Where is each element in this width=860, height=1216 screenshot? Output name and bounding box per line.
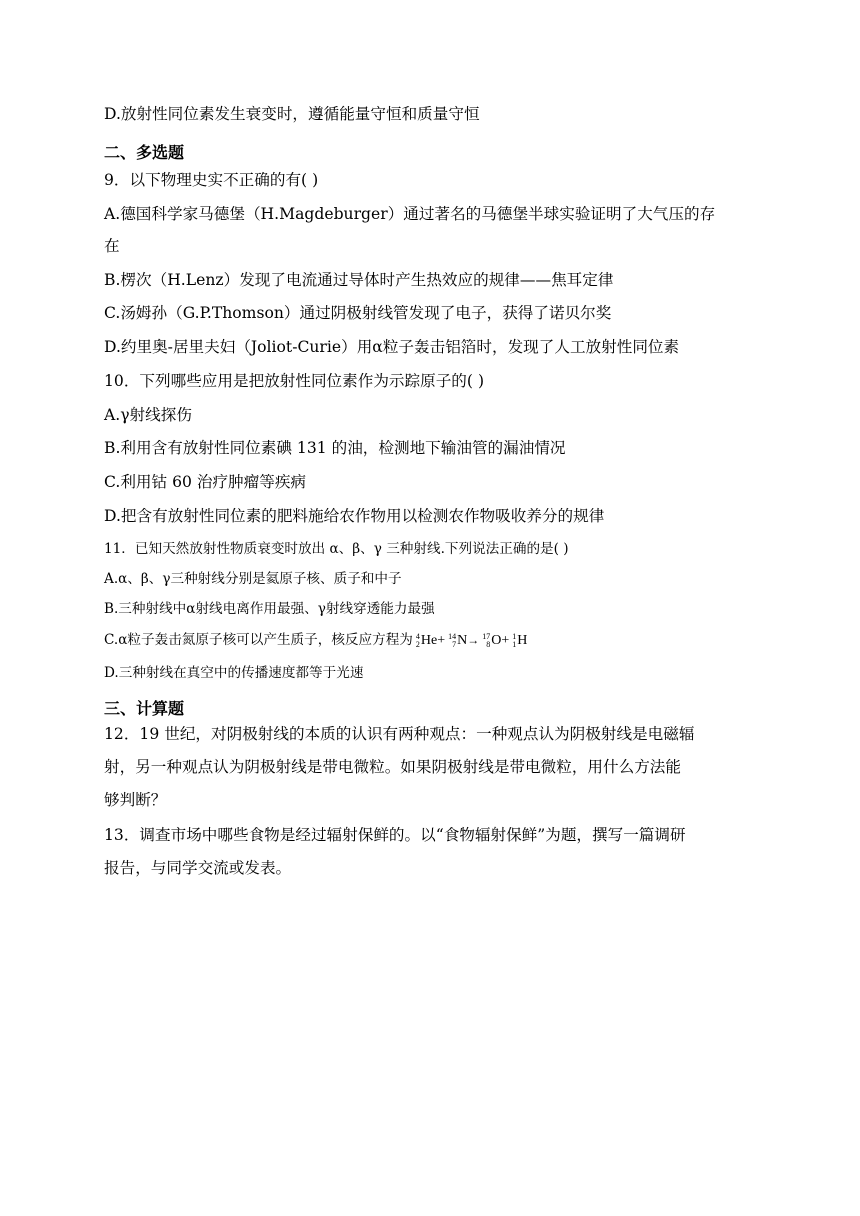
question-11-option-d: D.三种射线在真空中的传播速度都等于光速 bbox=[104, 665, 364, 681]
question-12-line2: 射，另一种观点认为阴极射线是带电微粒。如果阴极射线是带电微粒，用什么方法能 bbox=[104, 758, 681, 776]
question-11: 11．已知天然放射性物质衰变时放出 α、β、γ 三种射线.下列说法正确的是( ) bbox=[104, 541, 569, 557]
question-10: 10．下列哪些应用是把放射性同位素作为示踪原子的( ) bbox=[104, 372, 485, 390]
section-heading-calculation: 三、计算题 bbox=[104, 699, 185, 718]
question-11-option-a: A.α、β、γ三种射线分别是氦原子核、质子和中子 bbox=[104, 571, 402, 587]
section-heading-multiple-choice: 二、多选题 bbox=[104, 143, 185, 162]
question-11-option-b: B.三种射线中α射线电离作用最强、γ射线穿透能力最强 bbox=[104, 601, 435, 617]
question-9-option-c: C.汤姆孙（G.P.Thomson）通过阴极射线管发现了电子，获得了诺贝尔奖 bbox=[104, 304, 612, 322]
question-9-option-d: D.约里奥-居里夫妇（Joliot-Curie）用α粒子轰击铝箔时，发现了人工放射性同位素 bbox=[104, 338, 680, 356]
question-12-line1: 12．19 世纪，对阴极射线的本质的认识有两种观点：一种观点认为阴极射线是电磁辐 bbox=[104, 725, 695, 743]
question-9-option-a-line1: A.德国科学家马德堡（H.Magdeburger）通过著名的马德堡半球实验证明了大气压的存 bbox=[104, 205, 716, 223]
question-11-option-c bbox=[104, 630, 527, 651]
question-10-option-d: D.把含有放射性同位素的肥料施给农作物用以检测农作物吸收养分的规律 bbox=[104, 507, 605, 525]
question-9-option-a-line2: 在 bbox=[104, 237, 120, 255]
question-10-option-a: A.γ射线探伤 bbox=[104, 406, 192, 424]
nuclear-equation: 4 2 He+ 14 7 N→ 17 8 O+ 1 1 H bbox=[415, 631, 528, 649]
question-13-line1: 13．调查市场中哪些食物是经过辐射保鲜的。以“食物辐射保鲜”为题，撰写一篇调研 bbox=[104, 826, 686, 844]
question-12-line3: 够判断？ bbox=[104, 791, 167, 809]
question-13-line2: 报告，与同学交流或发表。 bbox=[104, 859, 292, 877]
reaction-arrow-icon: → bbox=[467, 633, 480, 647]
question-9: 9．以下物理史实不正确的有( ) bbox=[104, 171, 319, 189]
question-10-option-b: B.利用含有放射性同位素碘 131 的油，检测地下输油管的漏油情况 bbox=[104, 439, 566, 457]
question-9-option-b: B.楞次（H.Lenz）发现了电流通过导体时产生热效应的规律——焦耳定律 bbox=[104, 271, 614, 289]
question-11-option-c-text: C.α粒子轰击氮原子核可以产生质子，核反应方程为 bbox=[104, 632, 413, 648]
question-10-option-c: C.利用钴 60 治疗肿瘤等疾病 bbox=[104, 473, 307, 491]
isotope-numbers: 4 2 bbox=[415, 631, 420, 649]
option-d-q8: D.放射性同位素发生衰变时，遵循能量守恒和质量守恒 bbox=[104, 105, 480, 123]
